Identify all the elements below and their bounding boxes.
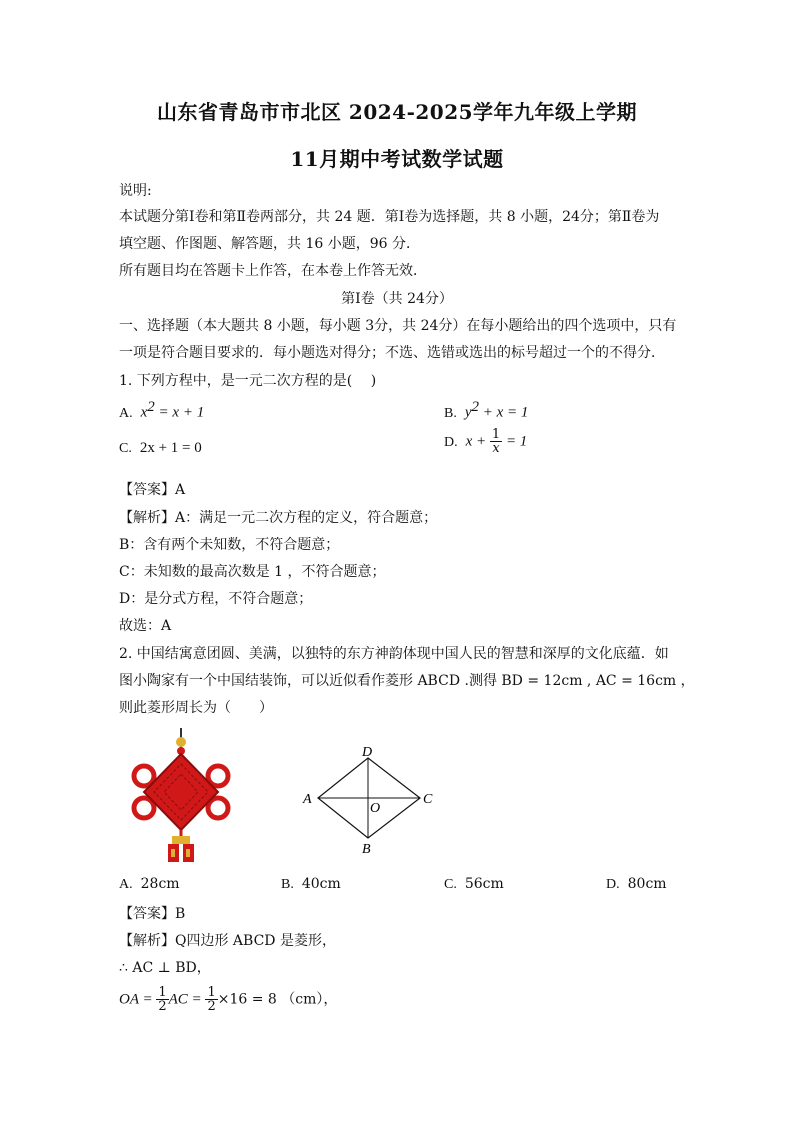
chinese-knot-image bbox=[128, 728, 238, 863]
q2-stem-2: 图小陶家有一个中国结装饰，可以近似看作菱形 ABCD .测得 BD = 12cm , AC = 16cm ， bbox=[119, 673, 695, 689]
q1-analysis-4: D：是分式方程，不符合题意； bbox=[119, 591, 313, 607]
fraction-half-2: $\frac{1}{2}$ bbox=[207, 985, 216, 1014]
notes-line-2: 填空题、作图题、解答题，共 16 小题，96 分． bbox=[119, 236, 420, 252]
q2-option-b: B. 40cm bbox=[281, 876, 341, 892]
notes-line-1: 本试题分第Ⅰ卷和第Ⅱ卷两部分，共 24 题．第Ⅰ卷为选择题，共 8 小题，24分；第Ⅱ卷为 bbox=[119, 209, 660, 225]
q2-option-c: C. 56cm bbox=[444, 876, 504, 892]
vertex-label-c: C bbox=[423, 792, 433, 807]
q1-analysis-2: B：含有两个未知数，不符合题意； bbox=[119, 537, 340, 553]
q2-analysis-3: OA = $\frac{1}{2}$ AC = $\frac{1}{2}$ ×16 = 8 （cm）， bbox=[119, 985, 338, 1014]
title-line-2: 11月期中考试数学试题 bbox=[290, 147, 504, 171]
vertex-label-d: D bbox=[362, 745, 373, 760]
q1-option-d: D. x + $\frac{1}{x}$ = 1 bbox=[444, 427, 528, 456]
title-line-1: 山东省青岛市市北区 2024-2025学年九年级上学期 bbox=[156, 100, 638, 124]
section-intro-1: 一、选择题（本大题共 8 小题，每小题 3分，共 24分）在每小题给出的四个选项中，只有 bbox=[119, 318, 677, 334]
q2-option-d: D. 80cm bbox=[606, 876, 667, 892]
q1-option-c: C. 2x + 1 = 0 bbox=[119, 440, 202, 456]
vertex-label-a: A bbox=[303, 792, 312, 807]
q1-analysis-5: 故选：A bbox=[119, 618, 172, 634]
q2-option-a: A. 28cm bbox=[119, 876, 180, 892]
q2-analysis-1: 【解析】Q四边形 ABCD 是菱形， bbox=[119, 933, 336, 949]
q1-analysis-1: 【解析】A：满足一元二次方程的定义，符合题意； bbox=[119, 510, 438, 526]
rhombus-figure bbox=[300, 740, 440, 858]
q2-stem-1: 2. 中国结寓意团圆、美满，以独特的东方神韵体现中国人民的智慧和深厚的文化底蕴．如 bbox=[119, 646, 669, 662]
fraction-half-1: $\frac{1}{2}$ bbox=[158, 985, 167, 1014]
q2-stem-3: 则此菱形周长为（ ） bbox=[119, 700, 273, 716]
q1-analysis-3: C：未知数的最高次数是 1 ，不符合题意； bbox=[119, 564, 386, 580]
center-label-o: O bbox=[370, 801, 381, 816]
q1-option-b: B. $y^2 + x = 1$ bbox=[444, 399, 529, 421]
section-intro-2: 一项是符合题目要求的．每小题选对得分；不选、选错或选出的标号超过一个的不得分． bbox=[119, 345, 665, 361]
q1-stem: 1. 下列方程中，是一元二次方程的是( ) bbox=[119, 373, 377, 389]
notes-heading: 说明: bbox=[119, 183, 152, 199]
q2-answer: 【答案】B bbox=[119, 906, 186, 922]
q1-answer: 【答案】A bbox=[119, 482, 186, 498]
fraction: $\frac{1}{x}$ bbox=[491, 427, 501, 456]
q2-analysis-2: ∴ AC ⊥ BD， bbox=[119, 960, 211, 976]
notes-line-3: 所有题目均在答题卡上作答，在本卷上作答无效． bbox=[119, 263, 427, 279]
vertex-label-b: B bbox=[362, 842, 371, 857]
q1-option-a: A. $x^2 = x + 1$ bbox=[119, 399, 205, 421]
section-title: 第Ⅰ卷（共 24分） bbox=[341, 291, 453, 307]
